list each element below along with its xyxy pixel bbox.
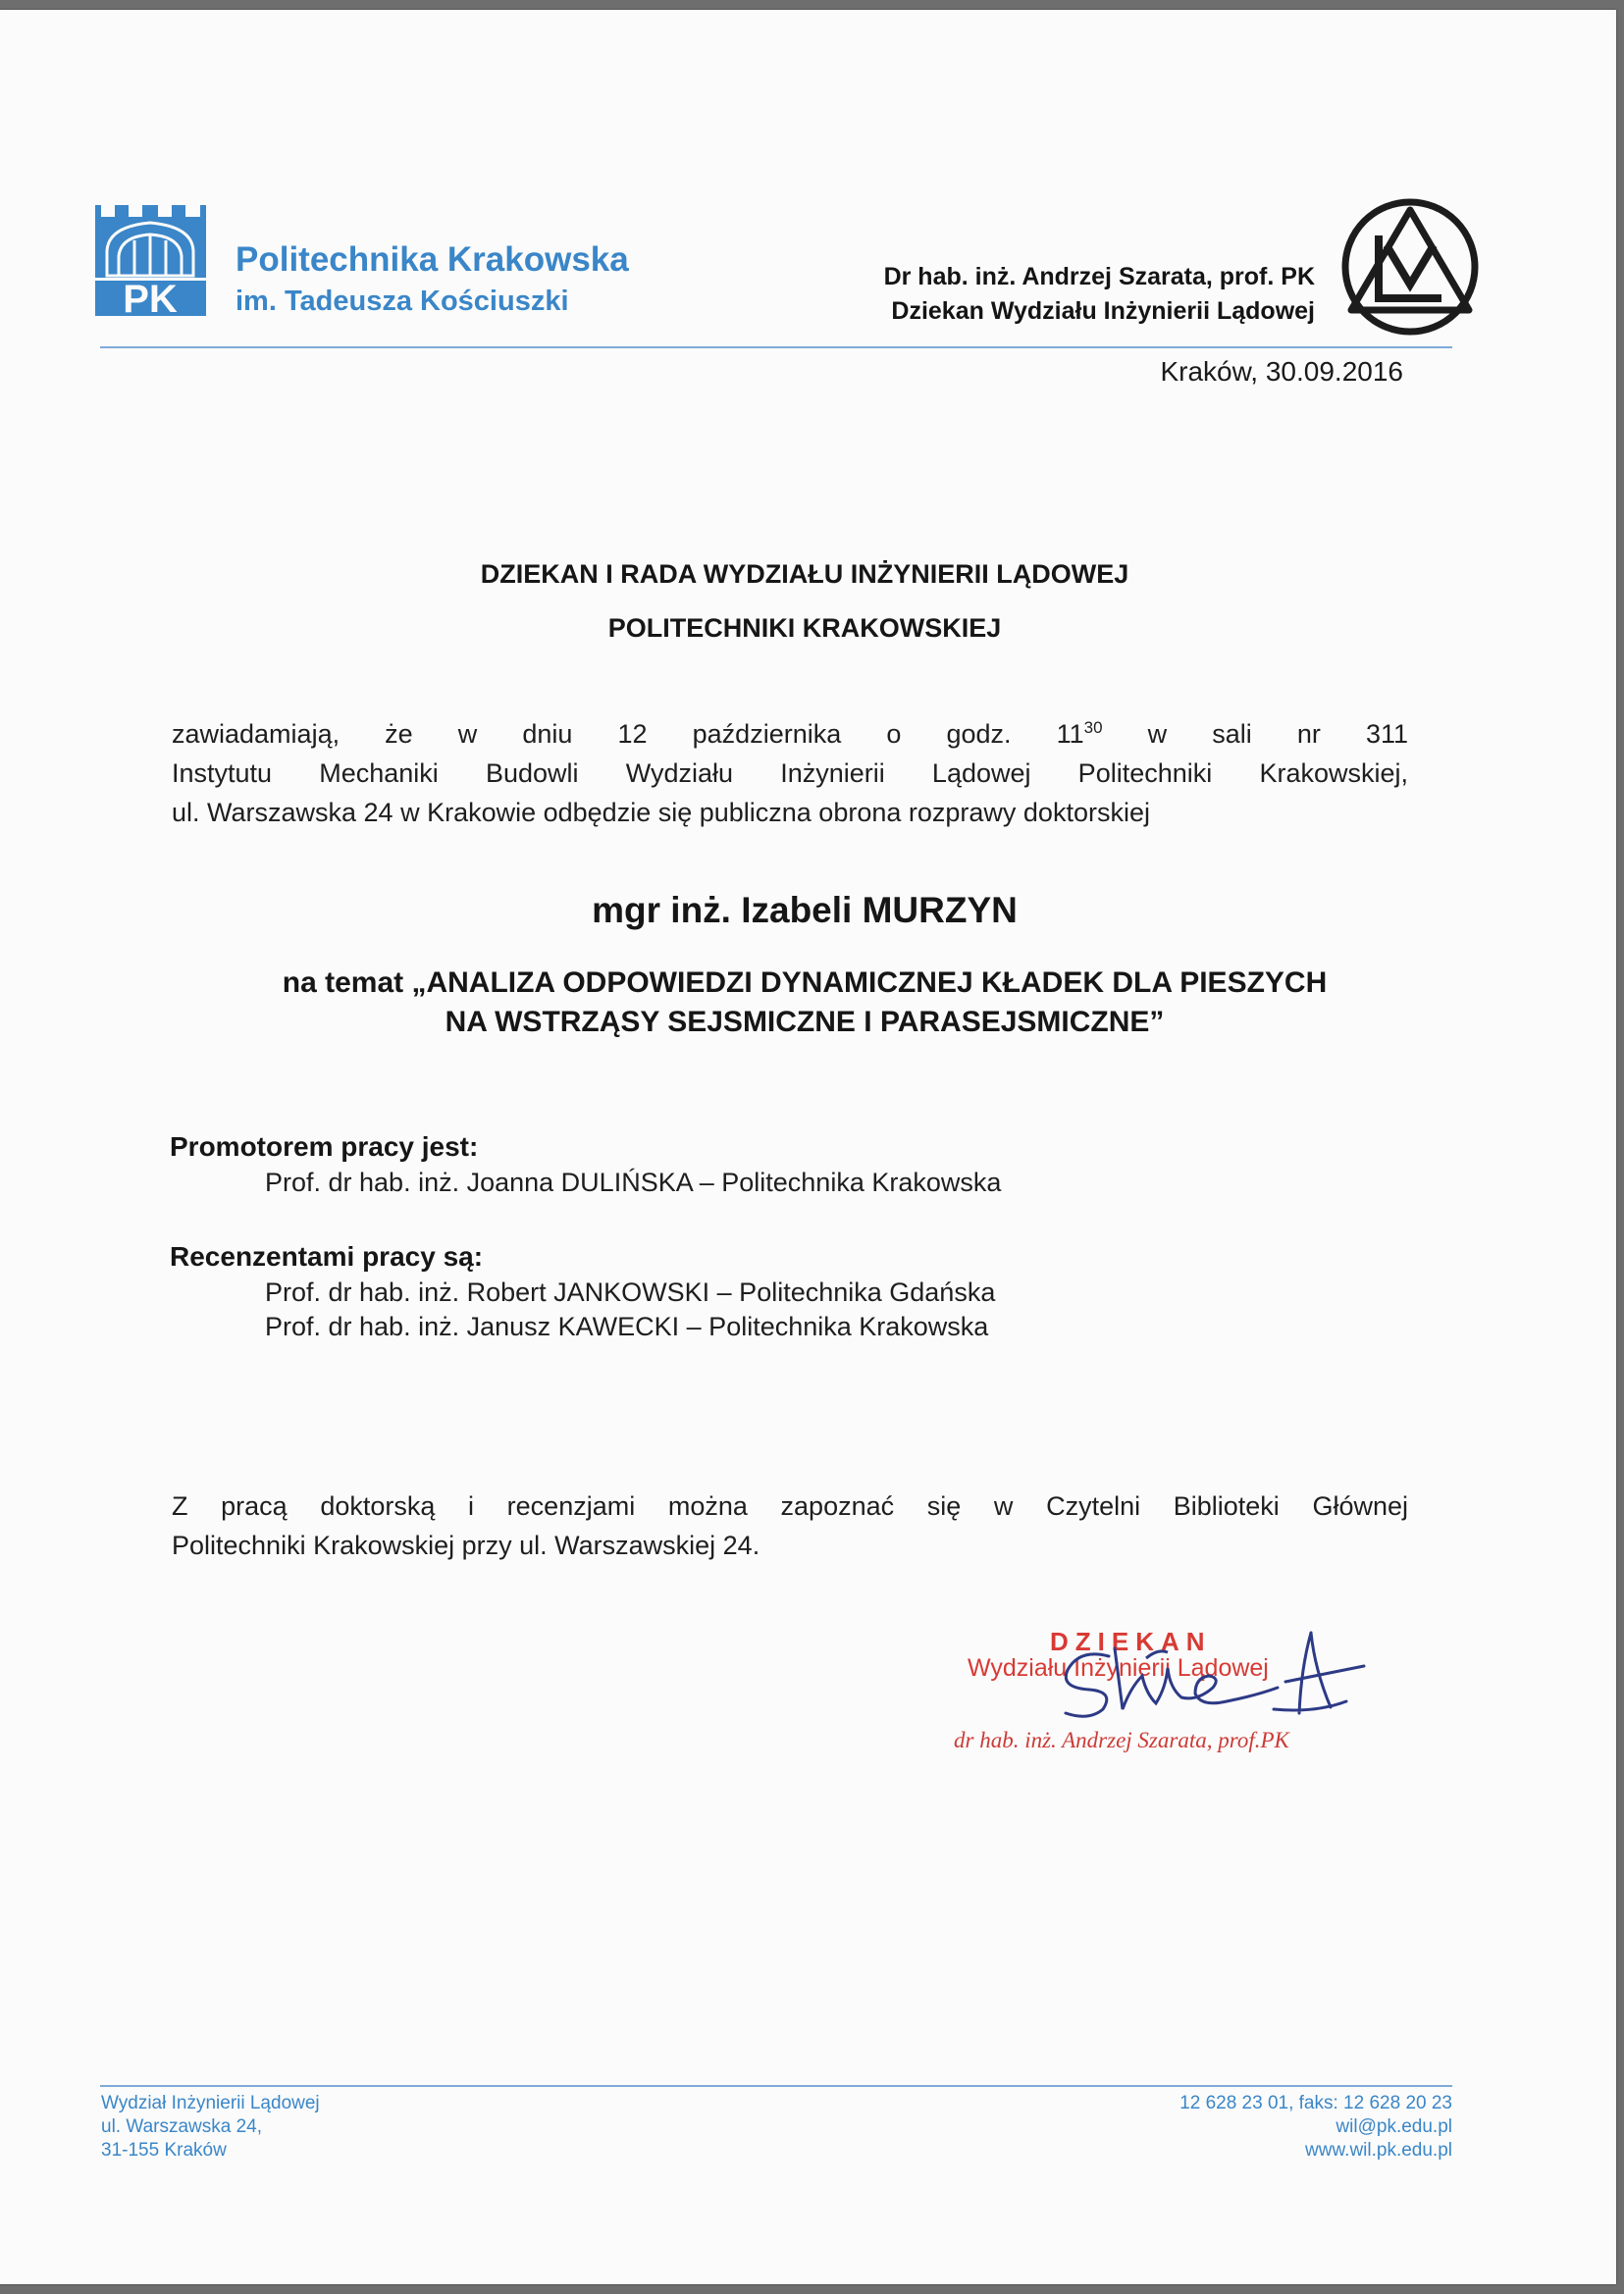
announcement-line1: [172, 714, 1408, 754]
letter-page: [0, 10, 1616, 2284]
topic-line2: NA WSTRZĄSY SEJSMICZNE I PARASEJSMICZNE”: [445, 1006, 1165, 1038]
supervisor-heading: Promotorem pracy jest:: [170, 1131, 479, 1162]
reviewers-heading: Recenzentami pracy są:: [170, 1241, 484, 1272]
closing-line1: Z pracą doktorską i recenzjami można zapoznać się w Czytelni Biblioteki Głównej: [172, 1491, 1408, 1521]
signature-icon: [1021, 1619, 1374, 1727]
topic-line1: na temat „ANALIZA ODPOWIEDZI DYNAMICZNEJ KŁADEK DLA PIESZYCH: [282, 966, 1328, 999]
university-name: [236, 238, 629, 323]
title-line1: DZIEKAN I RADA WYDZIAŁU INŻYNIERII LĄDOWEJ: [480, 559, 1129, 589]
announcement-line1-text: zawiadamiają, że w dniu 12 października o godz. 11: [172, 719, 1084, 749]
closing-line2: Politechniki Krakowskiej przy ul. Warszawskiej 24.: [172, 1531, 760, 1560]
footer-website: www.wil.pk.edu.pl: [1305, 2140, 1452, 2161]
reviewer-person: Prof. dr hab. inż. Janusz KAWECKI – Politechnika Krakowska: [265, 1312, 989, 1341]
pk-logo-icon: [95, 205, 206, 316]
dean-name: Dr hab. inż. Andrzej Szarata, prof. PK: [883, 263, 1315, 290]
footer-contact: [981, 2092, 1452, 2163]
thesis-topic: [98, 964, 1511, 1042]
footer-phone: 12 628 23 01, faks: 12 628 20 23: [1179, 2093, 1452, 2113]
title-line2: POLITECHNIKI KRAKOWSKIEJ: [607, 613, 1002, 643]
supervisor-person: Prof. dr hab. inż. Joanna DULIŃSKA – Politechnika Krakowska: [265, 1168, 1002, 1197]
footer-address-line: 31-155 Kraków: [101, 2140, 227, 2161]
header-divider: [100, 346, 1452, 348]
candidate-name: mgr inż. Izabeli MURZYN: [592, 890, 1018, 930]
announcement-line2: Instytutu Mechaniki Budowli Wydziału Inżynierii Lądowej Politechniki Krakowskiej,: [172, 758, 1408, 788]
dean-title: Dziekan Wydziału Inżynierii Lądowej: [891, 297, 1315, 325]
stamp-name: dr hab. inż. Andrzej Szarata, prof.PK: [954, 1728, 1289, 1752]
footer-divider: [100, 2085, 1452, 2087]
reviewer-person: Prof. dr hab. inż. Robert JANKOWSKI – Politechnika Gdańska: [265, 1277, 996, 1307]
stamp-title: DZIEKAN: [1050, 1627, 1212, 1656]
footer-address: [101, 2092, 320, 2163]
closing-paragraph: [172, 1486, 1408, 1565]
announcement-line3: ul. Warszawska 24 w Krakowie odbędzie się publiczna obrona rozprawy doktorskiej: [172, 798, 1150, 827]
announcement-title: [98, 547, 1511, 655]
place-date: Kraków, 30.09.2016: [1160, 356, 1403, 387]
announcement-paragraph: [172, 714, 1408, 832]
stamp-subtitle: Wydziału Inżynierii Lądowej: [968, 1654, 1269, 1682]
faculty-emblem-icon: [1339, 196, 1482, 339]
announcement-line1-room: w sali nr 311: [1102, 719, 1408, 749]
footer-email: wil@pk.edu.pl: [1336, 2116, 1452, 2137]
footer-address-line: Wydział Inżynierii Lądowej: [101, 2093, 320, 2113]
pk-logo-letters: PK: [123, 278, 178, 316]
university-name-line2: im. Tadeusza Kościuszki: [236, 286, 569, 317]
university-name-line1: Politechnika Krakowska: [236, 240, 629, 279]
time-minutes: 30: [1083, 718, 1103, 737]
footer-address-line: ul. Warszawska 24,: [101, 2116, 263, 2137]
dean-header: [746, 260, 1315, 329]
